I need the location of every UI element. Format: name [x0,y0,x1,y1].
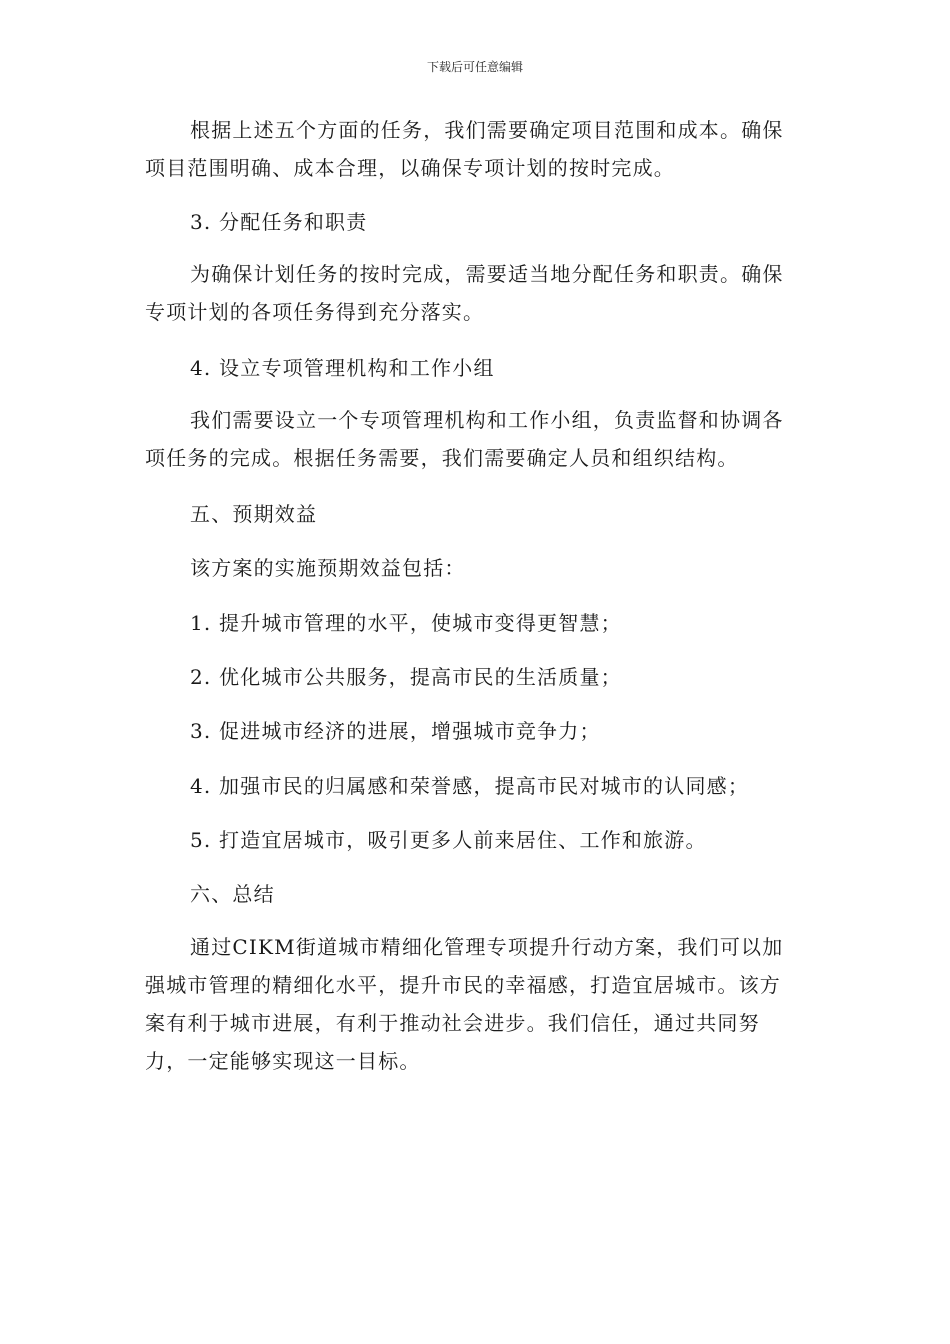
section-heading-benefits: 五、预期效益 [190,502,318,526]
heading-management-body: 4. 设立专项管理机构和工作小组 [190,356,495,380]
benefit-item-4: 4. 加强市民的归属感和荣誉感，提高市民对城市的认同感； [190,774,750,798]
paragraph-management-body: 我们需要设立一个专项管理机构和工作小组，负责监督和协调各项任务的完成。根据任务需要，我们需要确定人员和组织结构。 [145,408,784,470]
paragraph-benefits-intro: 该方案的实施预期效益包括： [190,556,466,580]
section-heading-summary: 六、总结 [190,882,275,906]
paragraph-summary: 通过CIKM街道城市精细化管理专项提升行动方案，我们可以加强城市管理的精细化水平，提升市民的幸福感，打造宜居城市。该方案有利于城市进展，有利于推动社会进步。我们信任，通过共同努力，一定能够实现这一目标。 [145,935,784,1073]
heading-assign-tasks: 3. 分配任务和职责 [190,210,368,234]
paragraph-scope-cost: 根据上述五个方面的任务，我们需要确定项目范围和成本。确保项目范围明确、成本合理，以确保专项计划的按时完成。 [145,118,784,180]
benefit-item-3: 3. 促进城市经济的进展，增强城市竞争力； [190,719,601,743]
paragraph-assign-tasks: 为确保计划任务的按时完成，需要适当地分配任务和职责。确保专项计划的各项任务得到充分落实。 [145,262,784,324]
benefit-item-2: 2. 优化城市公共服务，提高市民的生活质量； [190,665,622,689]
page-header: 下载后可任意编辑 [426,60,523,74]
benefit-item-5: 5. 打造宜居城市，吸引更多人前来居住、工作和旅游。 [190,828,707,852]
benefit-item-1: 1. 提升城市管理的水平，使城市变得更智慧； [190,611,622,635]
